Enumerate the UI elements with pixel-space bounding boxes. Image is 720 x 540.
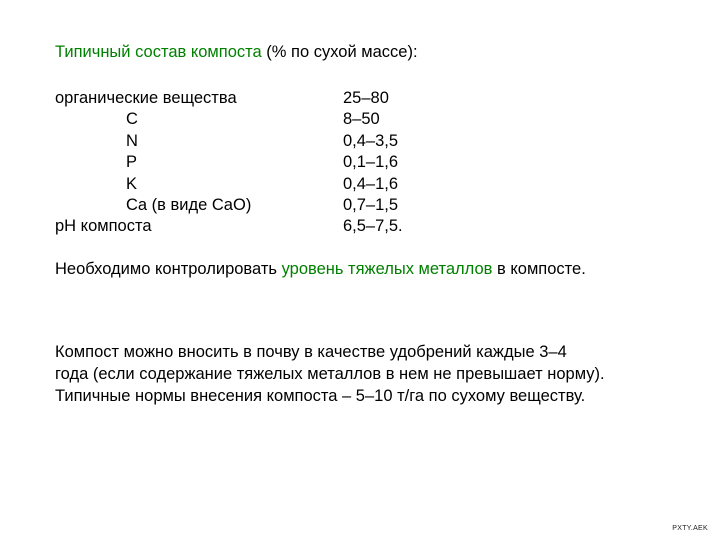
component-value: 25–80 (343, 89, 389, 107)
component-value: 6,5–7,5. (343, 217, 403, 236)
watermark: PXTY.AEK (672, 525, 708, 532)
heading-highlight: Типичный состав компоста (55, 43, 262, 61)
component-value: 0,4–1,6 (343, 174, 399, 193)
composition-row (55, 131, 475, 152)
note-highlight: уровень тяжелых металлов (281, 260, 493, 278)
composition-row (55, 88, 475, 109)
composition-row (55, 174, 475, 195)
heavy-metals-note (55, 259, 586, 280)
composition-heading (55, 42, 418, 62)
composition-row (55, 109, 475, 130)
paragraph-line: Типичные нормы внесения компоста – 5–10 т/га по сухому веществу. (55, 387, 586, 405)
component-name: pH компоста (55, 217, 152, 236)
component-name: Ca (в виде CaO) (126, 195, 252, 214)
composition-table (55, 88, 475, 238)
note-suffix: в компосте. (492, 260, 586, 278)
component-name: K (126, 174, 138, 193)
composition-row (55, 195, 475, 216)
composition-row (55, 152, 475, 173)
component-value: 0,4–3,5 (343, 131, 399, 150)
paragraph-line: Компост можно вносить в почву в качестве удобрений каждые 3–4 (55, 343, 567, 361)
component-name: C (126, 110, 138, 129)
component-name: N (126, 131, 138, 150)
component-name: органические вещества (55, 89, 237, 107)
composition-row (55, 216, 475, 237)
heading-rest: (% по сухой массе): (261, 43, 418, 61)
component-value: 0,1–1,6 (343, 153, 399, 172)
application-paragraph (55, 341, 705, 407)
component-value: 8–50 (343, 110, 380, 129)
note-prefix: Необходимо контролировать (55, 260, 282, 278)
component-value: 0,7–1,5 (343, 195, 399, 214)
paragraph-line: года (если содержание тяжелых металлов в нем не превышает норму). (55, 365, 605, 383)
component-name: P (126, 153, 138, 172)
